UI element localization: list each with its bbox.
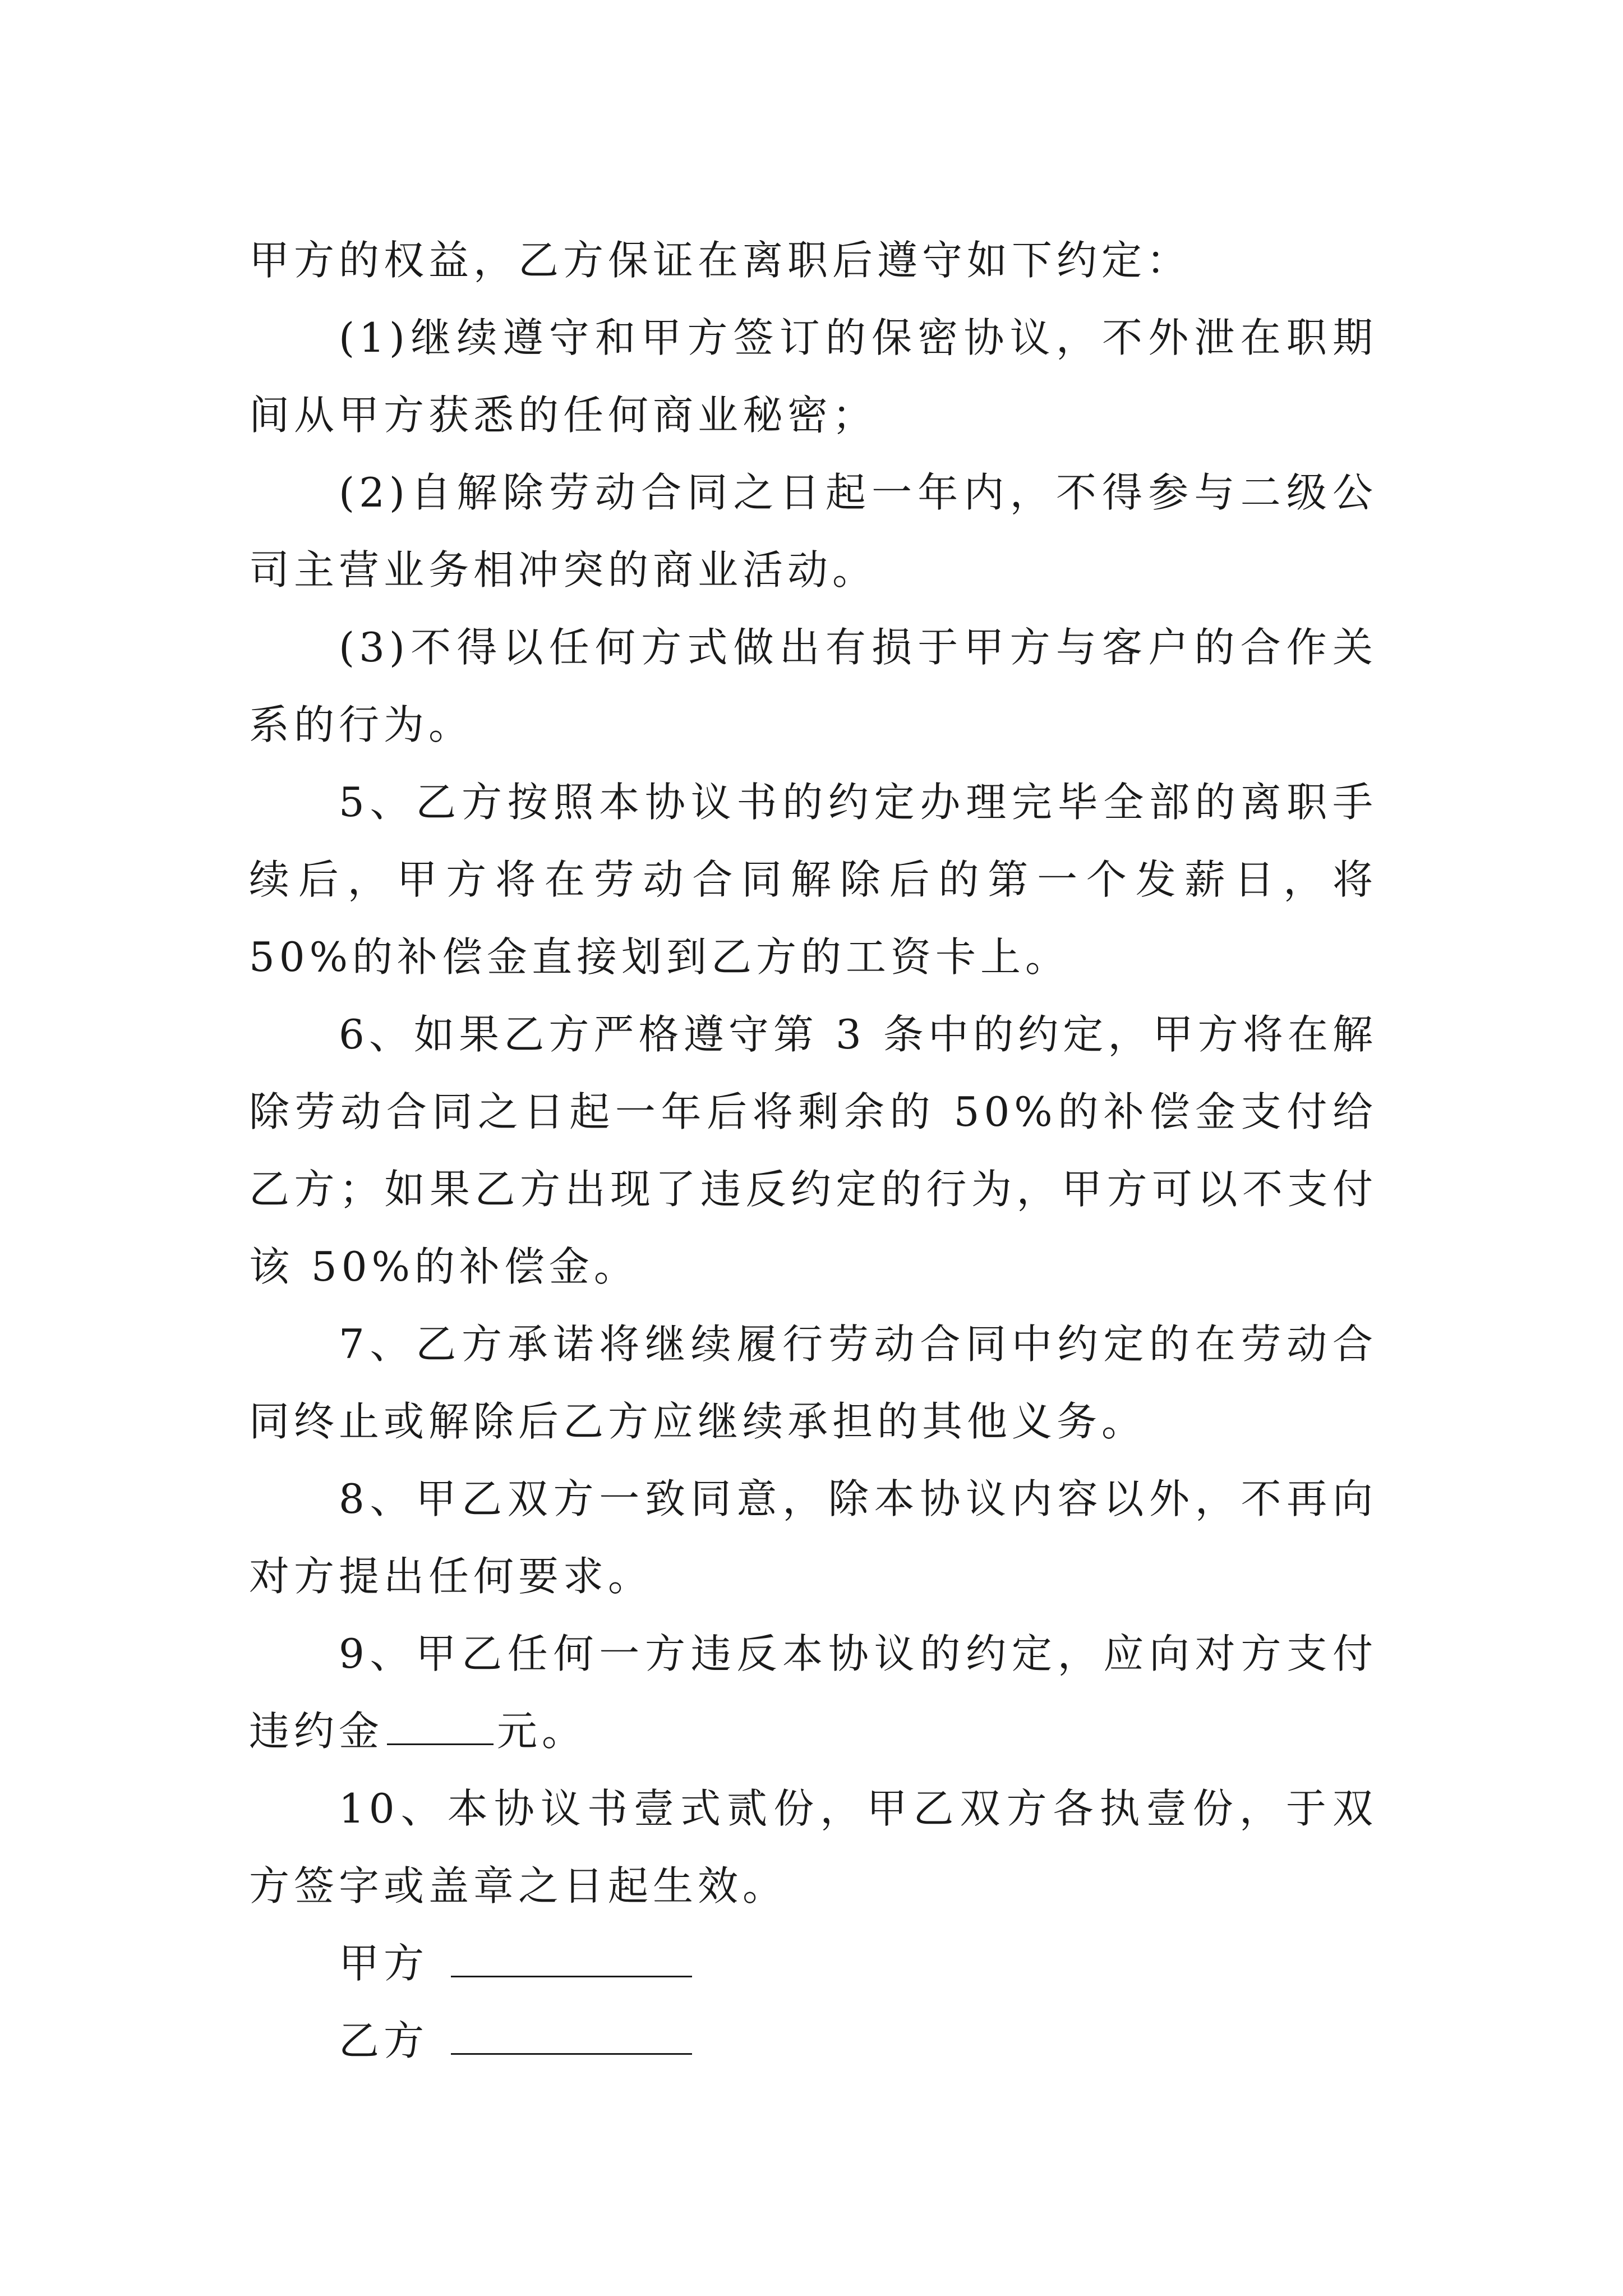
party-a-signature-line[interactable] <box>451 1942 692 1977</box>
clause-9-suffix: 元。 <box>497 1708 587 1755</box>
paragraph-item-3: (3)不得以任何方式做出有损于甲方与客户的合作关系的行为。 <box>249 624 1377 748</box>
paragraph-intro: 甲方的权益，乙方保证在离职后遵守如下约定： <box>249 237 1192 284</box>
clause-7: 7、乙方承诺将继续履行劳动合同中约定的在劳动合同终止或解除后乙方应继续承担的其他义务。 <box>249 1320 1377 1445</box>
clause-9 <box>249 1615 1377 1770</box>
penalty-amount-blank[interactable] <box>387 1710 494 1745</box>
clause-9-prefix: 9、甲乙任何一方违反本协议的约定，应向对方支付违约金 <box>249 1630 1377 1755</box>
party-b-signature-line[interactable] <box>451 2019 692 2055</box>
clause-8: 8、甲乙双方一致同意，除本协议内容以外，不再向对方提出任何要求。 <box>249 1475 1377 1600</box>
document-body <box>249 222 1377 2079</box>
paragraph-item-1: (1)继续遵守和甲方签订的保密协议，不外泄在职期间从甲方获悉的任何商业秘密； <box>249 314 1377 439</box>
clause-10: 10、本协议书壹式贰份，甲乙双方各执壹份，于双方签字或盖章之日起生效。 <box>249 1785 1377 1910</box>
signature-row-party-b <box>249 2002 1377 2079</box>
paragraph-item-2: (2)自解除劳动合同之日起一年内，不得参与二级公司主营业务相冲突的商业活动。 <box>249 469 1377 593</box>
clause-5: 5、乙方按照本协议书的约定办理完毕全部的离职手续后，甲方将在劳动合同解除后的第一个发薪日，将 50%的补偿金直接划到乙方的工资卡上。 <box>249 779 1377 981</box>
signature-row-party-a <box>249 1925 1377 2002</box>
party-a-label: 甲方 <box>339 1940 429 1987</box>
party-b-label: 乙方 <box>339 2017 429 2064</box>
clause-6: 6、如果乙方严格遵守第 3 条中的约定，甲方将在解除劳动合同之日起一年后将剩余的 50%的补偿金支付给乙方；如果乙方出现了违反约定的行为，甲方可以不支付该 50%的补偿金。 <box>249 1011 1377 1290</box>
